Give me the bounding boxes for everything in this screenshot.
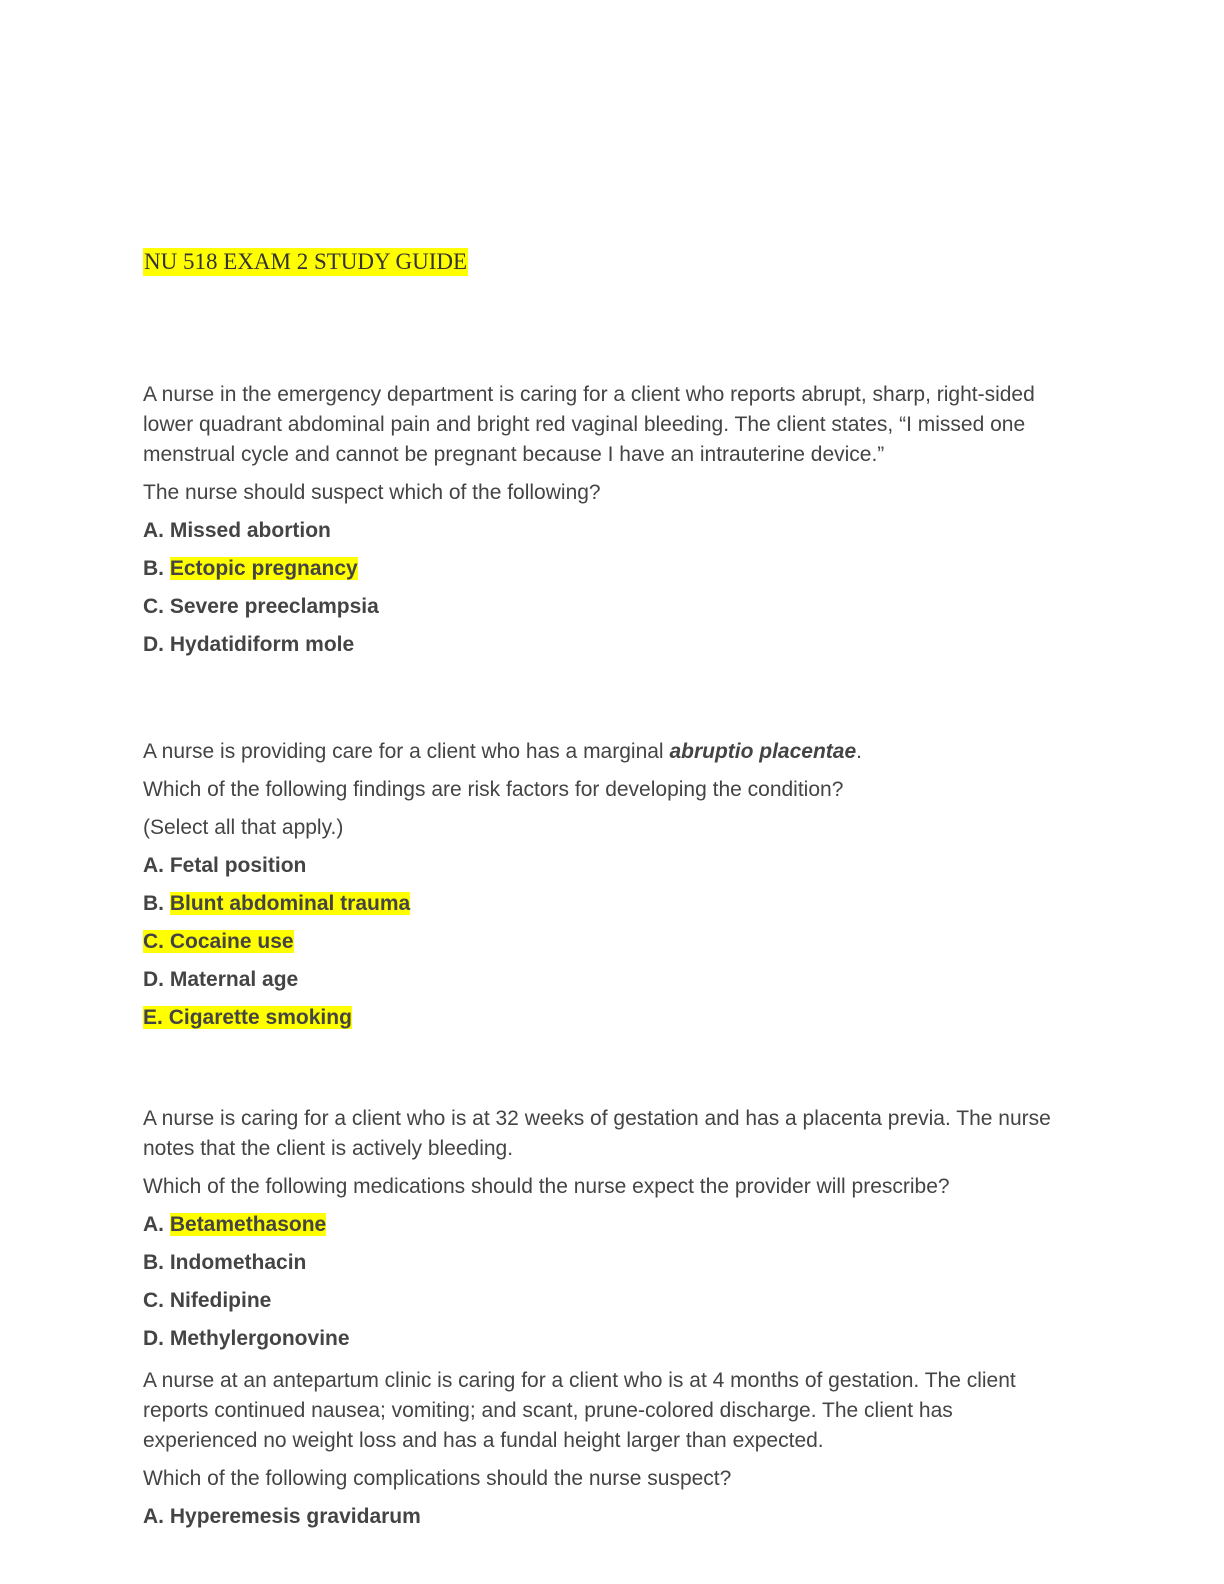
- question-prompt: Which of the following complications should the nurse suspect?: [143, 1467, 732, 1490]
- highlighted-answer: C. Cocaine use: [143, 930, 294, 953]
- answer-option: A. Fetal position: [143, 854, 307, 877]
- document-title: NU 518 EXAM 2 STUDY GUIDE: [144, 249, 468, 274]
- question-prompt: The nurse should suspect which of the following?: [143, 481, 601, 504]
- answer-option: D. Maternal age: [143, 968, 299, 991]
- question-stem: A nurse is caring for a client who is at 32 weeks of gestation and has a placenta previa. The nurse notes that the client is actively bleeding.: [143, 1107, 1051, 1160]
- highlighted-answer: Betamethasone: [169, 1213, 327, 1236]
- question-stem: A nurse in the emergency department is caring for a client who reports abrupt, sharp, right-sided lower quadrant abdominal pain and bright red vaginal bleeding. The client states, “I missed one menstrual cycle and cannot be pregnant because I have an intrauterine device.”: [143, 383, 1035, 466]
- highlighted-answer: E. Cigarette smoking: [143, 1006, 352, 1029]
- emphasized-term: abruptio placentae: [669, 740, 857, 763]
- answer-option-correct: B. Blunt abdominal trauma: [143, 892, 411, 915]
- answer-option: C. Nifedipine: [143, 1289, 272, 1312]
- answer-option: A. Hyperemesis gravidarum: [143, 1505, 421, 1528]
- answer-option: B. Indomethacin: [143, 1251, 307, 1274]
- question-3: [143, 1104, 1063, 1354]
- question-prompt: Which of the following findings are risk factors for developing the condition?: [143, 778, 844, 801]
- answer-option: D. Hydatidiform mole: [143, 633, 355, 656]
- answer-option: D. Methylergonovine: [143, 1327, 350, 1350]
- answer-option: C. Severe preeclampsia: [143, 595, 379, 618]
- question-1: [143, 380, 1063, 660]
- question-2: [143, 737, 1063, 1033]
- question-4: [143, 1366, 1063, 1532]
- answer-option-correct: [143, 927, 1063, 957]
- question-instruction: (Select all that apply.): [143, 816, 344, 839]
- question-stem: A nurse at an antepartum clinic is caring for a client who is at 4 months of gestation. The client reports continued nausea; vomiting; and scant, prune-colored discharge. The client has experienced no weight loss and has a fundal height larger than expected.: [143, 1369, 1016, 1452]
- highlighted-answer: Blunt abdominal trauma: [169, 892, 411, 915]
- highlighted-answer: Ectopic pregnancy: [169, 557, 358, 580]
- question-prompt: Which of the following medications should the nurse expect the provider will prescribe?: [143, 1175, 950, 1198]
- question-stem: A nurse is providing care for a client who has a marginal abruptio placentae.: [143, 740, 862, 763]
- answer-option: A. Missed abortion: [143, 519, 331, 542]
- answer-option-correct: [143, 1003, 1063, 1033]
- answer-option-correct: B. Ectopic pregnancy: [143, 557, 358, 580]
- answer-option-correct: A. Betamethasone: [143, 1213, 327, 1236]
